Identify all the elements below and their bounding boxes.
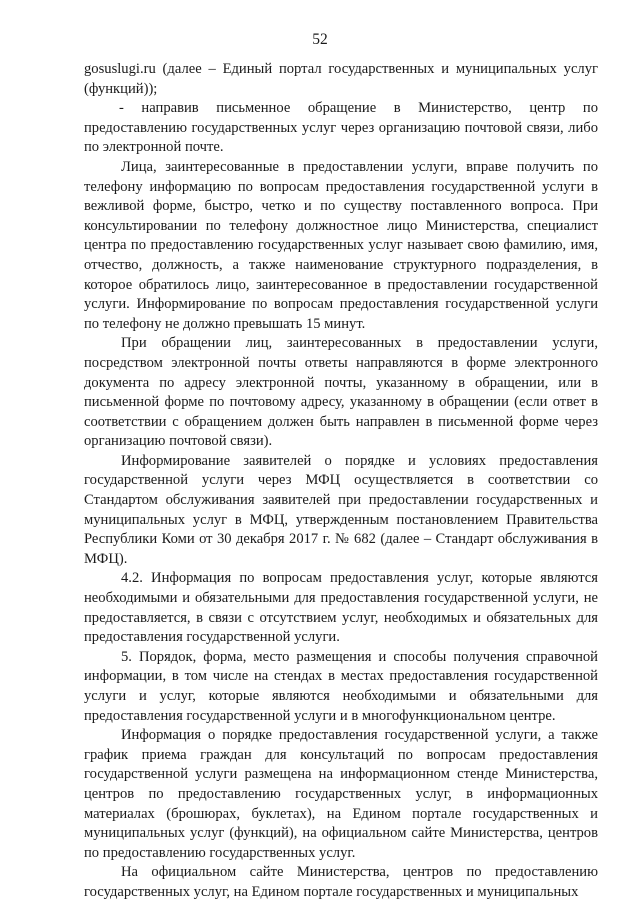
paragraph-info-stands: Информация о порядке предоставления государственной услуги, а также график приема граждан для консультаций по вопросам предоставления государственной услуги размещена на информационном стенде Министерства, центров по предоставлению государственных услуг, в информационных материалах (брошюрах, буклетах), на Едином портале государственных и муниципальных услуг (функций), на официальном сайте Министерства, центров по предоставлению государственных услуг. [84, 727, 598, 861]
paragraph-continuation: gosuslugi.ru (далее – Единый портал государственных и муниципальных услуг (функций)); [84, 61, 598, 97]
paragraph-bullet-mail: - направив письменное обращение в Министерство, центр по предоставлению государственных услуг через организацию почтовой связи, либо по электронной почте. [84, 100, 598, 156]
paragraph-section-4-2: 4.2. Информация по вопросам предоставления услуг, которые являются необходимыми и обязательными для предоставления государственной услуги, не предоставляется, в связи с отсутствием услуг, необходимых и обязательных для предоставления государственной услуги. [84, 570, 598, 646]
paragraph-section-5: 5. Порядок, форма, место размещения и способы получения справочной информации, в том числе на стендах в местах предоставления государственной услуги и услуг, которые являются необходимыми и обязательными для предоставления государственной услуги и в многофункциональном центре. [84, 648, 598, 724]
paragraph-phone-consultation: Лица, заинтересованные в предоставлении услуги, вправе получить по телефону информацию по вопросам предоставления государственной услуги в вежливой форме, быстро, четко и по существу поставленного вопроса. При консультировании по телефону должностное лицо Министерства, специалист центра по предоставлению государственных услуг называет свою фамилию, имя, отчество, должность, а также наименование структурного подразделения, в которое обратилось лицо, заинтересованное в предоставлении государственной услуги. Информирование по вопросам предоставления государственной услуги по телефону не должно превышать 15 минут. [84, 158, 598, 332]
paragraph-email-requests: При обращении лиц, заинтересованных в предоставлении услуги, посредством электронной почты ответы направляются в форме электронного документа по адресу электронной почты, указанному в обращении, или в письменной форме по почтовому адресу, указанному в обращении (если ответ в соответствии с обращением должен быть направлен в письменной форме через организацию почтовой связи). [84, 335, 598, 450]
document-body [84, 60, 598, 903]
paragraph-mfc-informing: Информирование заявителей о порядке и условиях предоставления государственной услуги через МФЦ осуществляется в соответствии со Стандартом обслуживания заявителей при предоставлении государственных и муниципальных услуг в МФЦ, утвержденным постановлением Правительства Республики Коми от 30 декабря 2017 г. № 682 (далее – Стандарт обслуживания в МФЦ). [84, 452, 598, 567]
paragraph-official-site: На официальном сайте Министерства, центров по предоставлению государственных услуг, на Едином портале государственных и муниципальных [84, 864, 598, 900]
page-number: 52 [312, 31, 328, 48]
